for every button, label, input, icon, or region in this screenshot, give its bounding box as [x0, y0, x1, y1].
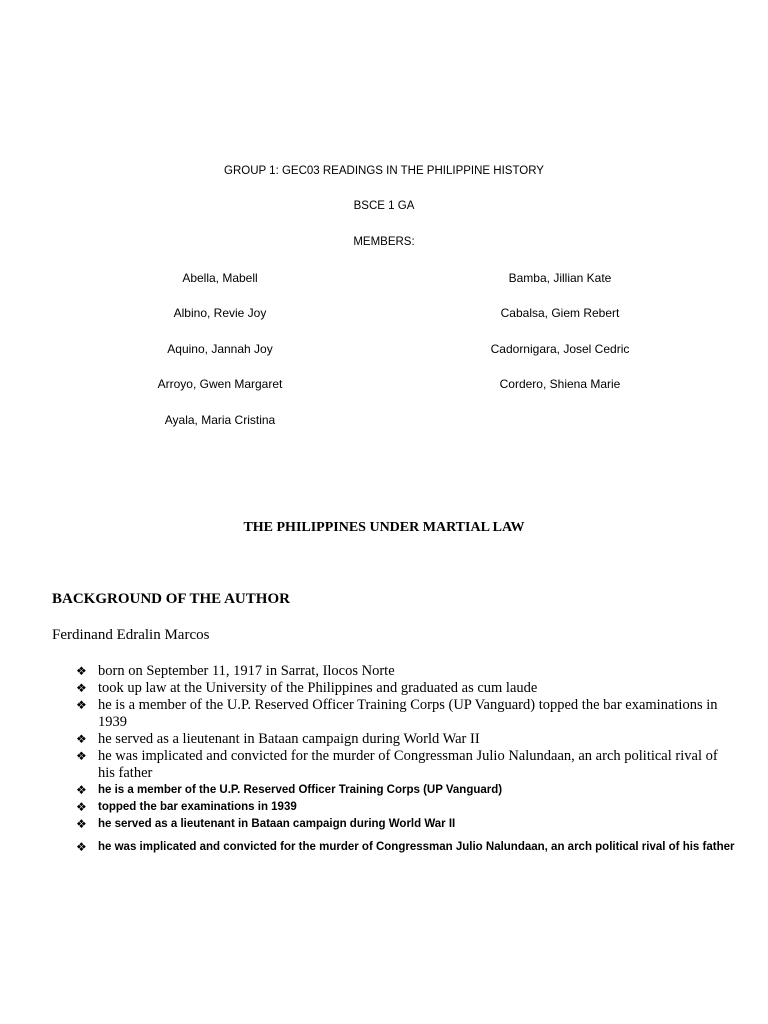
bullet-text: he served as a lieutenant in Bataan campaign during World War II — [98, 818, 456, 830]
member-name: Ayala, Maria Cristina — [164, 413, 276, 427]
bullet-icon: ❖ — [76, 840, 87, 854]
list-item — [76, 680, 736, 697]
member-name: Aquino, Jannah Joy — [167, 342, 273, 356]
bullet-icon: ❖ — [76, 732, 87, 746]
document-title: THE PHILIPPINES UNDER MARTIAL LAW — [243, 520, 525, 535]
list-item — [76, 748, 736, 782]
list-item — [76, 782, 736, 799]
member-name: Bamba, Jillian Kate — [508, 271, 612, 285]
list-item — [76, 663, 736, 680]
member-name: Abella, Mabell — [182, 271, 258, 285]
section-code: BSCE 1 GA — [353, 200, 415, 212]
section-heading: BACKGROUND OF THE AUTHOR — [52, 591, 290, 607]
member-name: Arroyo, Gwen Margaret — [157, 377, 283, 391]
bullet-icon: ❖ — [76, 681, 87, 695]
bullet-icon: ❖ — [76, 783, 87, 797]
bullet-icon: ❖ — [76, 664, 87, 678]
list-item — [76, 697, 736, 731]
bullet-text: he is a member of the U.P. Reserved Officer Training Corps (UP Vanguard) — [98, 784, 503, 796]
bullet-text: took up law at the University of the Philippines and graduated as cum laude — [98, 680, 538, 696]
bullet-text: topped the bar examinations in 1939 — [98, 801, 297, 813]
bullet-text: he served as a lieutenant in Bataan campaign during World War II — [98, 731, 480, 747]
biography-bullet-list — [76, 663, 736, 861]
bullet-text: he was implicated and convicted for the murder of Congressman Julio Nalundaan, an arch political rival of his father — [98, 748, 718, 781]
author-name: Ferdinand Edralin Marcos — [52, 627, 210, 643]
bullet-icon: ❖ — [76, 817, 87, 831]
members-label: MEMBERS: — [353, 236, 415, 248]
list-item — [76, 833, 736, 861]
bullet-icon: ❖ — [76, 749, 87, 763]
member-name: Cordero, Shiena Marie — [499, 377, 621, 391]
bullet-text: he was implicated and convicted for the murder of Congressman Julio Nalundaan, an arch political rival of his father — [98, 841, 735, 853]
group-heading: GROUP 1: GEC03 READINGS IN THE PHILIPPINE HISTORY — [224, 165, 544, 177]
member-name: Cabalsa, Giem Rebert — [500, 306, 620, 320]
list-item — [76, 799, 736, 816]
bullet-text: born on September 11, 1917 in Sarrat, Ilocos Norte — [98, 663, 395, 679]
bullet-text: he is a member of the U.P. Reserved Officer Training Corps (UP Vanguard) topped the bar examinations in 1939 — [98, 697, 718, 730]
bullet-icon: ❖ — [76, 800, 87, 814]
member-name: Albino, Revie Joy — [173, 306, 267, 320]
bullet-icon: ❖ — [76, 698, 87, 712]
member-name: Cadornigara, Josel Cedric — [490, 342, 630, 356]
list-item — [76, 816, 736, 833]
list-item — [76, 731, 736, 748]
